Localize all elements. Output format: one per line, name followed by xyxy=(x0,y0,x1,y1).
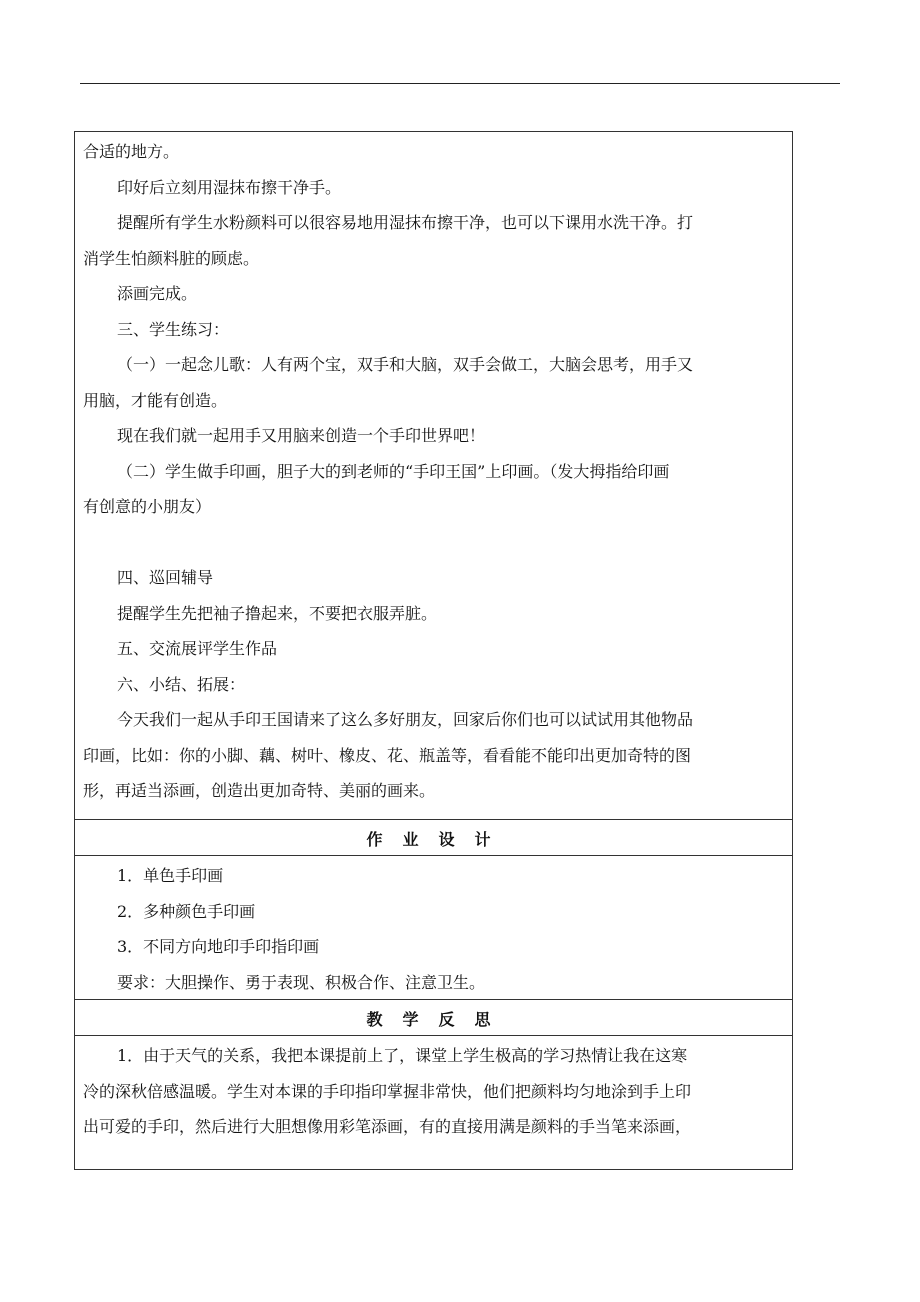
body-line-10: （二）学生做手印画，胆子大的到老师的“手印王国”上印画。（发大拇指给印画 xyxy=(117,461,670,481)
body-line-19: 形，再适当添画，创造出更加奇特、美丽的画来。 xyxy=(83,781,436,800)
body-line-8: 用脑，才能有创造。 xyxy=(83,390,228,410)
body-line-17: 今天我们一起从手印王国请来了这么多好朋友，回家后你们也可以试试用其他物品 xyxy=(117,710,694,729)
homework-requirement: 要求：大胆操作、勇于表现、积极合作、注意卫生。 xyxy=(117,972,486,992)
body-line-4: 消学生怕颜料脏的顾虑。 xyxy=(83,248,260,268)
section-heading-3: 三、学生练习： xyxy=(117,319,230,339)
reflection-line: 1．由于天气的关系，我把本课提前上了，课堂上学生极高的学习热情让我在这寒 xyxy=(117,1046,688,1065)
page-header-rule xyxy=(80,83,840,84)
reflection-heading: 教学反思 xyxy=(75,999,792,1035)
homework-heading: 作业设计 xyxy=(75,819,792,855)
section-heading-5: 五、交流展评学生作品 xyxy=(117,639,278,658)
blank-line xyxy=(83,525,782,561)
body-line-14: 提醒学生先把袖子撸起来，不要把衣服弄脏。 xyxy=(117,603,438,623)
body-line-7: （一）一起念儿歌：人有两个宝，双手和大脑，双手会做工，大脑会思考，用手又 xyxy=(117,355,694,374)
body-line-18: 印画，比如：你的小脚、藕、树叶、橡皮、花、瓶盖等，看看能不能印出更加奇特的图 xyxy=(83,745,692,765)
body-line-11: 有创意的小朋友） xyxy=(83,497,212,516)
lesson-process-cell xyxy=(75,132,792,819)
homework-item: 2．多种颜色手印画 xyxy=(117,901,256,921)
homework-cell xyxy=(75,855,792,999)
body-line-3: 提醒所有学生水粉颜料可以很容易地用湿抹布擦干净，也可以下课用水洗干净。打 xyxy=(117,213,694,232)
body-line-2: 印好后立刻用湿抹布擦干净手。 xyxy=(117,177,342,197)
body-line-5: 添画完成。 xyxy=(117,284,198,303)
section-heading-6: 六、小结、拓展： xyxy=(117,674,246,694)
body-line-9: 现在我们就一起用手又用脑来创造一个手印世界吧！ xyxy=(117,426,486,445)
section-heading-4: 四、巡回辅导 xyxy=(117,568,214,587)
reflection-line: 冷的深秋倍感温暖。学生对本课的手印指印掌握非常快，他们把颜料均匀地涂到手上印 xyxy=(83,1081,692,1101)
lesson-plan-table xyxy=(74,131,793,1170)
reflection-cell xyxy=(75,1035,792,1169)
reflection-line: 出可爱的手印，然后进行大胆想像用彩笔添画，有的直接用满是颜料的手当笔来添画， xyxy=(83,1117,692,1136)
body-line-1: 合适的地方。 xyxy=(83,142,180,161)
homework-item: 1．单色手印画 xyxy=(117,866,224,885)
homework-item: 3．不同方向地印手印指印画 xyxy=(117,937,320,956)
